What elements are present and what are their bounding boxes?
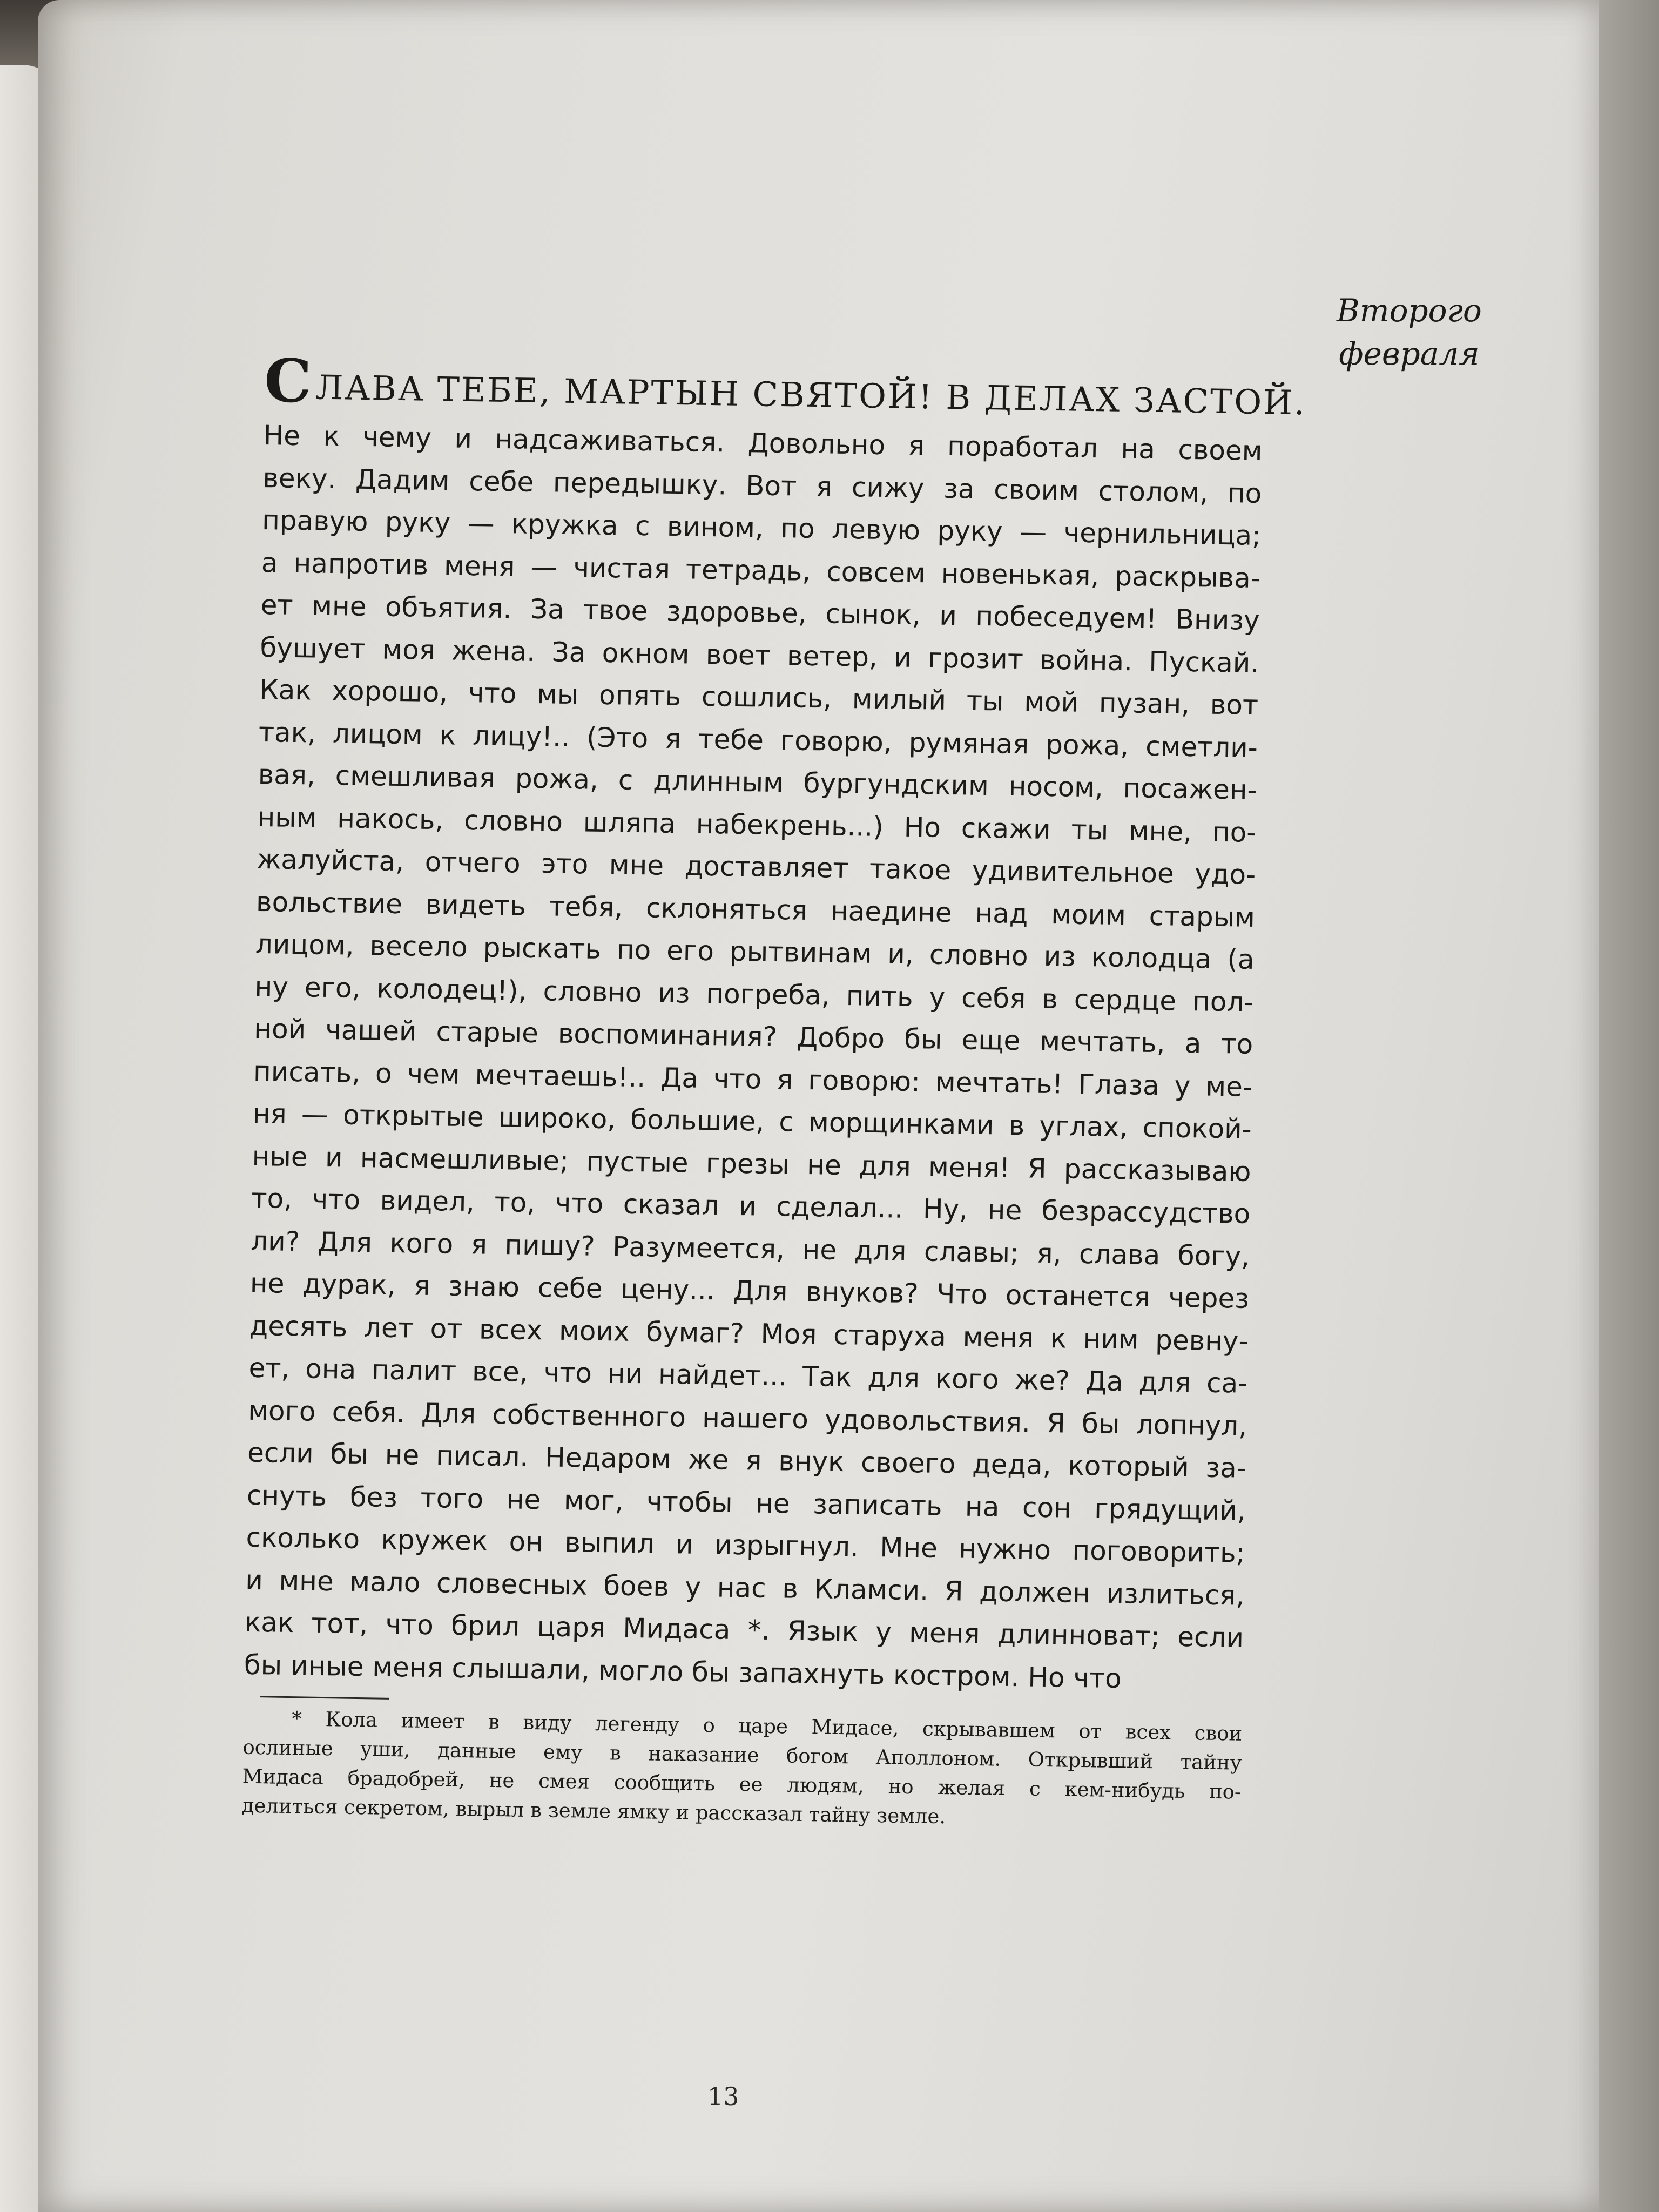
- body-text-line: Как хорошо, что мы опять сошлись, милый ты мой пузан, вот: [259, 673, 1259, 721]
- footnote-separator: [260, 1696, 389, 1700]
- body-paragraph: [244, 414, 1263, 1702]
- background-surface: [1599, 0, 1659, 2212]
- body-text-line: бушует моя жена. За окном воет ветер, и грозит война. Пускай.: [260, 631, 1259, 679]
- page-number: 13: [707, 2082, 739, 2111]
- body-text-line: правую руку — кружка с вином, по левую руку — чернильница;: [261, 504, 1262, 552]
- body-text-line: мого себя. Для собственного нашего удовольствия. Я бы лопнул,: [247, 1394, 1247, 1442]
- footnote-text-line: ослиные уши, данные ему в наказание богом Аполлоном. Открывший тайну: [242, 1735, 1242, 1775]
- footnote-text-line: делиться секретом, вырыл в земле ямку и рассказал тайну земле.: [241, 1793, 946, 1829]
- body-text-line: ня — открытые широко, большие, с морщинками в углах, спокой-: [252, 1097, 1252, 1145]
- body-text-line: жалуйста, отчего это мне доставляет такое удивительное удо-: [256, 843, 1256, 891]
- body-text-line: писать, о чем мечтаешь!.. Да что я говорю: мечтать! Глаза у ме-: [253, 1055, 1253, 1103]
- body-text-line: то, что видел, то, что сказал и сделал... Ну, не безрассудство: [251, 1182, 1251, 1230]
- body-text-line: веку. Дадим себе передышку. Вот я сижу за своим столом, по: [262, 462, 1262, 509]
- body-text-line: как тот, что брил царя Мидаса *. Язык у меня длинноват; если: [244, 1606, 1244, 1654]
- body-text-line: ной чашей старые воспоминания? Добро бы еще мечтать, а то: [253, 1013, 1253, 1060]
- body-text-line: а напротив меня — чистая тетрадь, совсем новенькая, раскрыва-: [261, 547, 1261, 594]
- body-text-line: лицом, весело рыскать по его рытвинам и, словно из колодца (а: [255, 928, 1255, 975]
- body-text-line: так, лицом к лицу!.. (Это я тебе говорю, румяная рожа, сметли-: [258, 716, 1258, 764]
- opening-heading-text: ЛАВА ТЕБЕ, МАРТЫН СВЯТОЙ! В ДЕЛАХ ЗАСТОЙ.: [315, 367, 1307, 423]
- body-text-line: ну его, колодец!), словно из погреба, пить у себя в сердце пол-: [254, 970, 1254, 1018]
- drop-cap: С: [264, 346, 314, 416]
- body-text-line: вольствие видеть тебя, склоняться наедине над моим старым: [255, 886, 1256, 933]
- body-text-line: бы иные меня слышали, могло бы запахнуть костром. Но что: [244, 1649, 1122, 1694]
- body-text-line: не дурак, я знаю себе цену... Для внуков? Что останется через: [249, 1267, 1250, 1314]
- body-text-line: ет мне объятия. За твое здоровье, сынок, и побеседуем! Внизу: [260, 589, 1260, 636]
- body-text-line: ет, она палит все, что ни найдет... Так для кого же? Да для са-: [248, 1352, 1248, 1399]
- body-text-line: ным накось, словно шляпа набекрень...) Но скажи ты мне, по-: [257, 801, 1257, 848]
- body-text-line: если бы не писал. Недаром же я внук своего деда, который за-: [247, 1437, 1247, 1484]
- body-text-line: ные и насмешливые; пустые грезы не для меня! Я рассказываю: [252, 1140, 1251, 1188]
- body-text-line: вая, смешливая рожа, с длинным бургундским носом, посажен-: [258, 758, 1258, 806]
- body-text-line: Не к чему и надсаживаться. Довольно я поработал на своем: [263, 419, 1263, 467]
- body-text-line: и мне мало словесных боев у нас в Кламси. Я должен излиться,: [245, 1564, 1245, 1611]
- body-text-line: сколько кружек он выпил и изрыгнул. Мне нужно поговорить;: [246, 1521, 1245, 1569]
- body-text-line: десять лет от всех моих бумаг? Моя старуха меня к ним ревну-: [249, 1310, 1249, 1357]
- footnote-text-line: Мидаса брадобрей, не смея сообщить ее людям, но желая с кем-нибудь по-: [242, 1764, 1242, 1804]
- margin-date-line-2: февраля: [1339, 335, 1480, 372]
- body-text-line: ли? Для кого я пишу? Разумеется, не для славы; я, слава богу,: [250, 1225, 1250, 1272]
- margin-date-line-1: Второго: [1337, 292, 1482, 329]
- body-text-line: снуть без того не мог, чтобы не записать на сон грядущий,: [246, 1479, 1246, 1527]
- margin-date-note: [1337, 289, 1482, 375]
- footnote-text-line: * Кола имеет в виду легенду о царе Мидасе, скрывавшем от всех свои: [292, 1707, 1243, 1745]
- main-text-block: [241, 346, 1307, 1836]
- footnote: [241, 1704, 1242, 1836]
